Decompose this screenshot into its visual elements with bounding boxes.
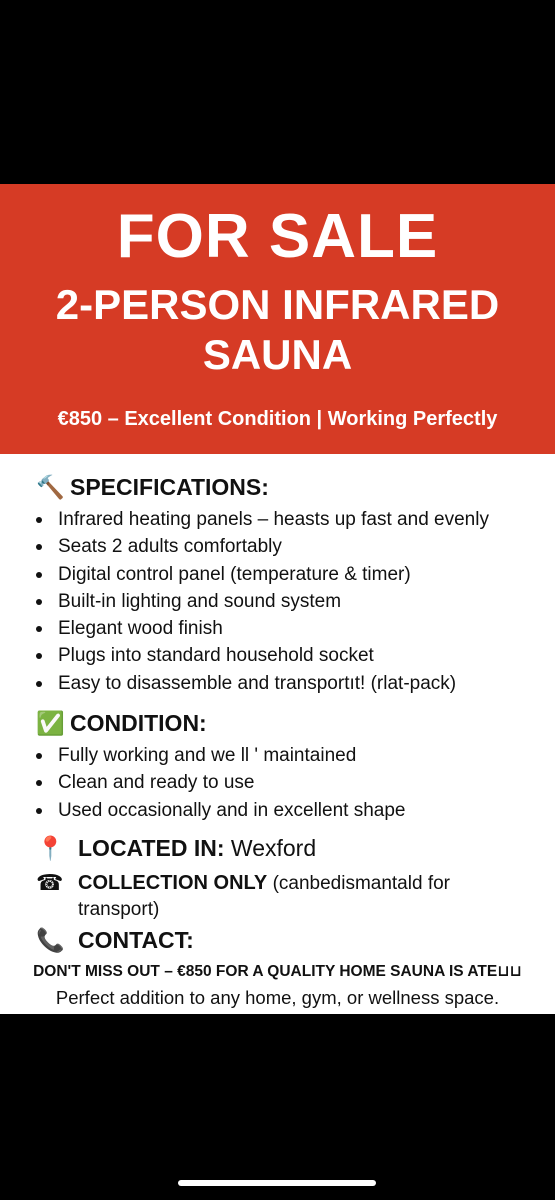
list-item: Easy to disassemble and transportıt! (rlat-pack) <box>34 670 489 697</box>
list-item: Digital control panel (temperature & timer) <box>34 561 489 588</box>
list-item: Built-in lighting and sound system <box>34 588 489 615</box>
list-item: Infrared heating panels – heasts up fast and evenly <box>34 506 489 533</box>
collection-line <box>36 870 506 923</box>
phone-receiver-icon: 📞 <box>36 927 65 953</box>
list-item: Elegant wood finish <box>34 615 489 642</box>
banner-price-line: €850 – Excellent Condition | Working Perfectly <box>57 408 498 430</box>
check-mark-icon: ✅ <box>36 710 65 736</box>
list-item: Plugs into standard household socket <box>34 642 489 669</box>
collection-note: (canbedismantald for transport) <box>78 873 450 920</box>
collection-label: COLLECTION ONLY <box>78 872 268 894</box>
banner-subtitle-line2: SAUNA <box>202 331 353 378</box>
list-item: Fully working and we ll ' maintained <box>34 742 406 769</box>
location-value: Wexford <box>230 835 317 861</box>
footer-callout: DON'T MISS OUT – €850 FOR A QUALITY HOME SAUNA IS ATE⊔⊔ <box>33 963 522 980</box>
list-item: Clean and ready to use <box>34 769 406 796</box>
hammer-icon: 🔨 <box>36 474 65 500</box>
contact-heading-text: CONTACT: <box>78 927 194 953</box>
condition-heading <box>36 708 207 738</box>
home-indicator[interactable] <box>178 1180 376 1186</box>
banner-title: FOR SALE <box>116 202 439 271</box>
condition-heading-text: CONDITION: <box>70 710 207 736</box>
for-sale-banner <box>0 184 555 454</box>
list-item: Used occasionally and in excellent shape <box>34 797 406 824</box>
pin-icon: 📍 <box>36 835 65 861</box>
ad-content <box>0 454 555 1014</box>
location-line <box>36 833 316 863</box>
list-item: Seats 2 adults comfortably <box>34 533 489 560</box>
specifications-heading <box>36 472 269 502</box>
telephone-icon: ☎ <box>36 870 64 895</box>
contact-heading <box>36 925 194 955</box>
location-label: LOCATED IN: <box>78 835 225 861</box>
footer-tagline: Perfect addition to any home, gym, or wellness space. <box>55 987 500 1008</box>
banner-subtitle-line1: 2-PERSON INFRARED <box>55 281 500 328</box>
banner-subtitle <box>0 280 555 380</box>
specifications-list <box>34 506 489 697</box>
specifications-heading-text: SPECIFICATIONS: <box>70 474 269 500</box>
condition-list <box>34 742 406 824</box>
